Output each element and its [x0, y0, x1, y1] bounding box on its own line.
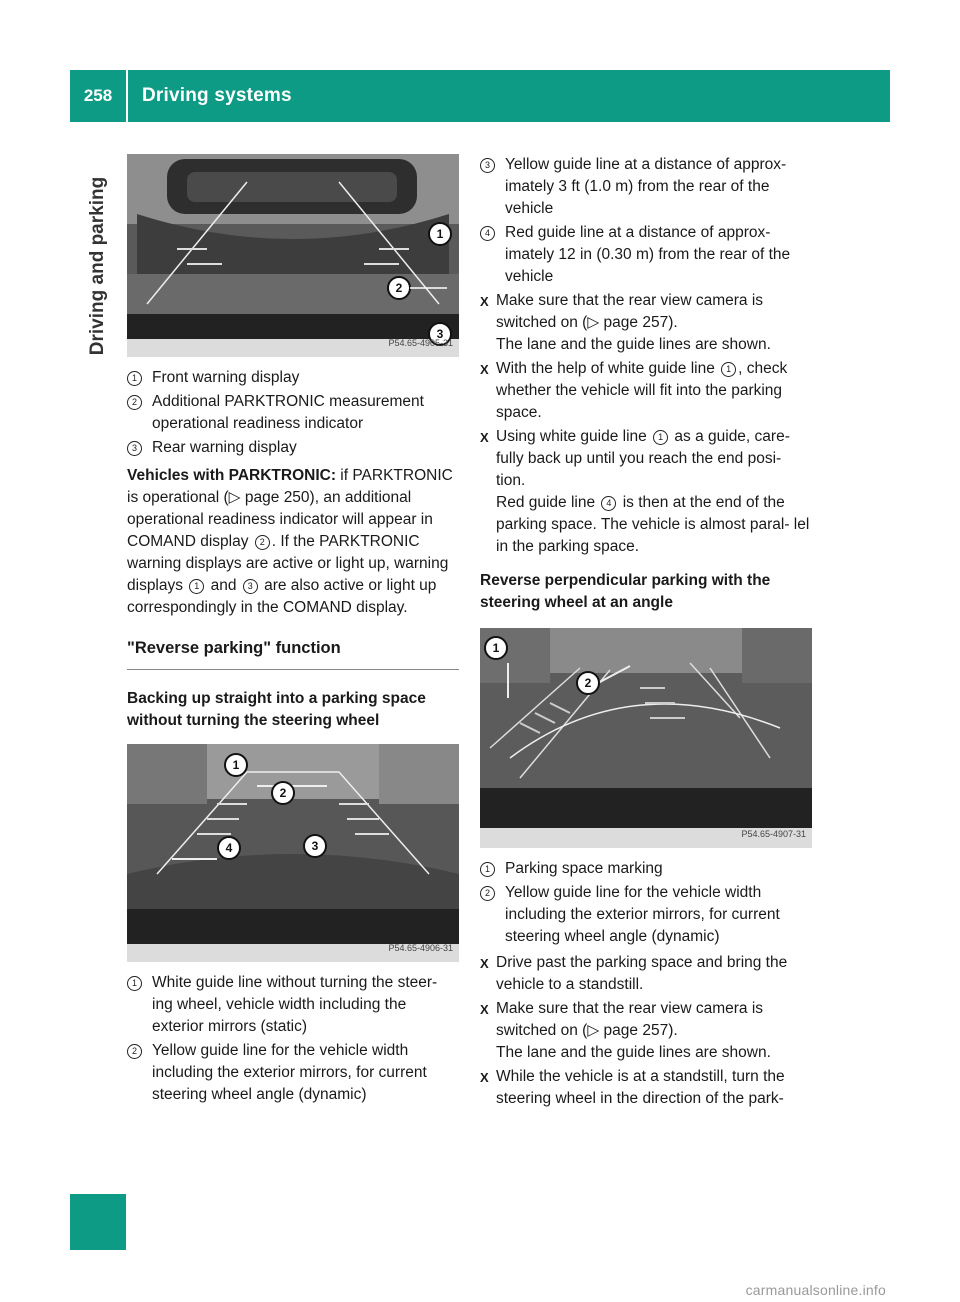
step-marker: X: [480, 294, 489, 309]
svg-text:3: 3: [311, 839, 319, 853]
svg-text:1: 1: [436, 227, 444, 241]
svg-text:1: 1: [232, 758, 240, 772]
section-title: Driving systems: [142, 85, 292, 106]
number-badge: 1: [127, 371, 142, 386]
step-item: X With the help of white guide line 1 , check whether the vehicle will fit into the parking space.: [480, 358, 812, 424]
step-item: X While the vehicle is at a standstill, turn the steering wheel in the direction of the park-: [480, 1066, 812, 1110]
legend-text: Yellow guide line at a distance of approx- imately 3 ft (1.0 m) from the rear of the vehicle: [505, 156, 787, 217]
legend-list-1: [127, 367, 459, 459]
number-badge: 2: [127, 395, 142, 410]
camera-image-2: [127, 744, 459, 962]
legend-list-3: [480, 858, 812, 948]
legend-list-2: [127, 972, 459, 1106]
figure-code: P54.65-4905-31: [388, 338, 453, 348]
legend-item: [127, 437, 459, 459]
number-badge: 2: [127, 1044, 142, 1059]
camera-image-1: [127, 154, 459, 357]
legend-item: [127, 367, 459, 389]
number-badge: 4: [601, 496, 616, 511]
number-badge: 3: [480, 158, 495, 173]
legend-item: [480, 154, 812, 220]
number-badge: 2: [480, 886, 495, 901]
number-badge: 1: [480, 862, 495, 877]
camera-figure-3: [480, 628, 812, 848]
legend-item: [480, 882, 812, 948]
side-label: Driving and parking: [87, 176, 108, 356]
number-badge: 1: [653, 430, 668, 445]
legend-text: Yellow guide line for the vehicle width including the exterior mirrors, for current steering wheel angle (dynamic): [505, 884, 780, 945]
camera-figure-2: [127, 744, 459, 962]
legend-text: Yellow guide line for the vehicle width including the exterior mirrors, for current steering wheel angle (dynamic): [152, 1042, 427, 1103]
svg-text:2: 2: [279, 786, 287, 800]
vehicles-paragraph: Vehicles with PARKTRONIC: if PARKTRONIC is operational (▷ page 250), an additional operational readiness indicator will appear in COMAND display 2 . If the PARKTRONIC warning displays are active or light up, warning displays 1 and 3 are also active or light up correspondingly in the COMAND display.: [127, 467, 453, 616]
camera-figure-1: [127, 154, 459, 357]
legend-item: [127, 972, 459, 1038]
svg-text:1: 1: [492, 641, 500, 655]
footer-url: carmanualsonline.info: [745, 1282, 886, 1298]
left-column: [127, 154, 459, 1108]
steps-list-1: [480, 290, 812, 558]
perpendicular-heading: Reverse perpendicular parking with the steering wheel at an angle: [480, 572, 771, 611]
camera-image-3: [480, 628, 812, 848]
step-item: X Make sure that the rear view camera is switched on (▷ page 257). The lane and the guide lines are shown.: [480, 290, 812, 356]
legend-text: White guide line without turning the steer- ing wheel, vehicle width including the exterior mirrors (static): [152, 974, 438, 1035]
number-badge: 3: [127, 441, 142, 456]
legend-item: [127, 391, 459, 435]
legend-list-continued: [480, 154, 812, 288]
backing-heading: Backing up straight into a parking space without turning the steering wheel: [127, 690, 426, 729]
legend-item: [480, 858, 812, 880]
figure-code: P54.65-4906-31: [388, 943, 453, 953]
legend-text: Parking space marking: [505, 860, 663, 877]
legend-text: Additional PARKTRONIC measurement operational readiness indicator: [152, 393, 424, 432]
step-item: X Make sure that the rear view camera is switched on (▷ page 257). The lane and the guide lines are shown.: [480, 998, 812, 1064]
legend-item: [127, 1040, 459, 1106]
figure-code: P54.65-4907-31: [741, 829, 806, 839]
svg-text:2: 2: [395, 281, 403, 295]
legend-text: Front warning display: [152, 369, 300, 386]
step-marker: X: [480, 362, 489, 377]
step-marker: X: [480, 956, 489, 971]
svg-text:3: 3: [436, 327, 444, 341]
number-badge: 1: [127, 976, 142, 991]
number-badge: 1: [721, 362, 736, 377]
number-badge: 2: [255, 535, 270, 550]
svg-text:4: 4: [225, 841, 233, 855]
side-tab-marker: [70, 1194, 126, 1250]
number-badge: 4: [480, 226, 495, 241]
step-item: X Using white guide line 1 as a guide, care- fully back up until you reach the end posi- tion. Red guide line 4 is then at the end of the parking space. The vehicle is almost paral- lel in the parking space.: [480, 426, 812, 558]
steps-list-2: [480, 952, 812, 1110]
page-number: 258: [83, 86, 113, 105]
legend-item: [480, 222, 812, 288]
step-marker: X: [480, 430, 489, 445]
step-marker: X: [480, 1002, 489, 1017]
right-column: [480, 154, 812, 1112]
svg-text:2: 2: [584, 676, 592, 690]
step-item: X Drive past the parking space and bring the vehicle to a standstill.: [480, 952, 812, 996]
legend-text: Rear warning display: [152, 439, 297, 456]
number-badge: 3: [243, 579, 258, 594]
function-heading: "Reverse parking" function: [127, 637, 459, 670]
step-marker: X: [480, 1070, 489, 1085]
number-badge: 1: [189, 579, 204, 594]
legend-text: Red guide line at a distance of approx- imately 12 in (0.30 m) from the rear of the vehicle: [505, 224, 791, 285]
header-divider: [126, 70, 128, 122]
